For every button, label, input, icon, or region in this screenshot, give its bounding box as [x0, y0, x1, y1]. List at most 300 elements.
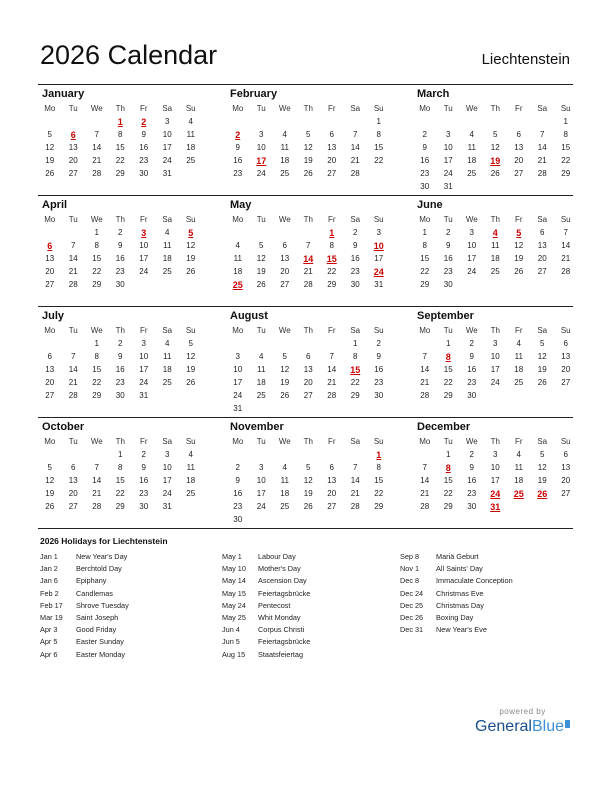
- holiday-name: Good Friday: [76, 625, 117, 635]
- weekday-label: Sa: [537, 104, 548, 113]
- week-row: [413, 389, 578, 402]
- calendar-row: [38, 417, 573, 529]
- day-cell: 23: [115, 267, 125, 276]
- day-cell: 20: [561, 476, 571, 485]
- empty-cell: [273, 402, 297, 415]
- day-cell: 8: [563, 130, 568, 139]
- country-name: Liechtenstein: [481, 51, 570, 68]
- holiday-name: Easter Monday: [76, 649, 126, 659]
- day-cell: 27: [45, 280, 55, 289]
- empty-cell: [273, 513, 297, 526]
- day-cell: 27: [561, 489, 571, 498]
- day-cell: 23: [139, 489, 149, 498]
- day-cell: 14: [350, 143, 360, 152]
- day-cell: 8: [376, 130, 381, 139]
- day-cell: 10: [490, 463, 500, 472]
- holiday-item: [222, 637, 397, 649]
- week-row: [226, 376, 391, 389]
- day-cell: 30: [233, 515, 243, 524]
- day-cell: 22: [92, 267, 102, 276]
- holiday-date: Apr 3: [40, 625, 58, 635]
- weekday-label: Th: [303, 437, 313, 446]
- empty-cell: [367, 513, 391, 526]
- holiday-day: 24: [373, 266, 384, 277]
- empty-cell: [320, 513, 344, 526]
- day-cell: 26: [303, 169, 313, 178]
- day-cell: 17: [139, 254, 149, 263]
- month-table: [226, 435, 391, 526]
- holiday-item: [40, 576, 215, 588]
- weekday-label: We: [278, 326, 291, 335]
- holiday-item: [40, 589, 215, 601]
- weekday-label: Th: [303, 215, 313, 224]
- day-cell: 26: [186, 267, 196, 276]
- day-cell: 31: [162, 502, 172, 511]
- day-cell: 16: [374, 365, 384, 374]
- weekday-label: We: [465, 104, 478, 113]
- empty-cell: [507, 278, 531, 291]
- calendar-row: [38, 195, 573, 306]
- holiday-name: Epiphany: [76, 576, 107, 586]
- day-cell: 19: [303, 489, 313, 498]
- weekday-label: Fr: [327, 437, 336, 446]
- day-cell: 16: [139, 143, 149, 152]
- holiday-column: [400, 552, 575, 637]
- holiday-day: 31: [490, 501, 501, 512]
- weekday-label: Su: [185, 326, 196, 335]
- holiday-day: 26: [537, 488, 548, 499]
- weekday-label: Tu: [443, 437, 453, 446]
- weekday-label: We: [465, 215, 478, 224]
- day-cell: 15: [115, 476, 125, 485]
- weekday-label: We: [90, 326, 103, 335]
- weekday-label: Su: [560, 326, 571, 335]
- day-cell: 29: [92, 280, 102, 289]
- day-cell: 21: [350, 156, 360, 165]
- empty-cell: [320, 402, 344, 415]
- weekday-label: Th: [490, 215, 500, 224]
- week-row: [38, 350, 203, 363]
- day-cell: 30: [467, 391, 477, 400]
- day-cell: 4: [235, 241, 240, 250]
- empty-cell: [38, 115, 62, 128]
- empty-cell: [531, 389, 555, 402]
- week-row: [38, 115, 203, 128]
- day-cell: 29: [420, 280, 430, 289]
- empty-cell: [344, 402, 368, 415]
- weekday-label: Th: [115, 215, 125, 224]
- day-cell: 9: [118, 241, 123, 250]
- day-cell: 27: [280, 280, 290, 289]
- day-cell: 29: [115, 502, 125, 511]
- day-cell: 20: [327, 156, 337, 165]
- weekday-label: Tu: [68, 437, 78, 446]
- day-cell: 2: [118, 228, 123, 237]
- day-cell: 31: [374, 280, 384, 289]
- day-cell: 3: [165, 450, 170, 459]
- holiday-item: [400, 564, 575, 576]
- empty-cell: [437, 115, 461, 128]
- day-cell: 3: [493, 339, 498, 348]
- day-cell: 2: [469, 339, 474, 348]
- day-cell: 11: [280, 143, 289, 152]
- week-row: [413, 265, 578, 278]
- day-cell: 16: [467, 476, 477, 485]
- day-cell: 24: [139, 267, 149, 276]
- weekday-label: Tu: [68, 215, 78, 224]
- day-cell: 11: [491, 241, 500, 250]
- holiday-day: 25: [232, 279, 243, 290]
- holiday-item: [400, 576, 575, 588]
- day-cell: 30: [115, 391, 125, 400]
- day-cell: 8: [118, 130, 123, 139]
- weekday-label: Fr: [327, 215, 336, 224]
- day-cell: 30: [467, 502, 477, 511]
- holiday-date: Jan 6: [40, 576, 58, 586]
- day-cell: 26: [45, 502, 55, 511]
- day-cell: 6: [563, 450, 568, 459]
- day-cell: 14: [420, 476, 430, 485]
- day-cell: 15: [92, 365, 102, 374]
- day-cell: 22: [420, 267, 430, 276]
- weekday-label: Th: [303, 104, 313, 113]
- empty-cell: [250, 226, 274, 239]
- week-row: [413, 226, 578, 239]
- day-cell: 8: [94, 352, 99, 361]
- empty-cell: [297, 448, 321, 461]
- day-cell: 27: [68, 169, 78, 178]
- empty-cell: [554, 389, 578, 402]
- weekday-label: Fr: [327, 326, 336, 335]
- week-row: [226, 500, 391, 513]
- day-cell: 14: [327, 365, 337, 374]
- day-cell: 5: [493, 130, 498, 139]
- day-cell: 21: [68, 267, 78, 276]
- empty-cell: [484, 278, 508, 291]
- day-cell: 26: [537, 378, 547, 387]
- week-row: [38, 128, 203, 141]
- day-cell: 4: [469, 130, 474, 139]
- empty-cell: [554, 500, 578, 513]
- day-cell: 12: [186, 352, 196, 361]
- day-cell: 24: [256, 502, 266, 511]
- day-cell: 13: [561, 463, 571, 472]
- day-cell: 3: [165, 117, 170, 126]
- holiday-item: [222, 552, 397, 564]
- day-cell: 2: [446, 228, 451, 237]
- week-row: [38, 252, 203, 265]
- day-cell: 28: [350, 502, 360, 511]
- day-cell: 27: [537, 267, 547, 276]
- week-row: [226, 154, 391, 167]
- holiday-date: Mar 19: [40, 612, 63, 622]
- weekday-label: Su: [185, 104, 196, 113]
- holiday-list: [40, 536, 580, 659]
- day-cell: 1: [376, 117, 381, 126]
- month-may: [226, 196, 391, 291]
- day-cell: 19: [303, 156, 313, 165]
- day-cell: 28: [92, 169, 102, 178]
- holiday-day: 15: [326, 253, 337, 264]
- week-row: [38, 265, 203, 278]
- empty-cell: [554, 180, 578, 193]
- month-table: [38, 435, 203, 513]
- week-row: [38, 448, 203, 461]
- holiday-item: [40, 637, 215, 649]
- week-row: [413, 239, 578, 252]
- day-cell: 11: [233, 254, 242, 263]
- day-cell: 15: [115, 143, 125, 152]
- empty-cell: [320, 115, 344, 128]
- empty-cell: [250, 513, 274, 526]
- week-row: [413, 115, 578, 128]
- day-cell: 15: [374, 476, 384, 485]
- day-cell: 16: [115, 365, 125, 374]
- weekday-label: Tu: [256, 104, 266, 113]
- month-january: [38, 85, 203, 180]
- day-cell: 17: [490, 365, 500, 374]
- day-cell: 28: [537, 169, 547, 178]
- day-cell: 1: [446, 339, 451, 348]
- day-cell: 27: [561, 378, 571, 387]
- day-cell: 20: [68, 156, 78, 165]
- empty-cell: [179, 389, 203, 402]
- day-cell: 12: [537, 352, 547, 361]
- day-cell: 17: [233, 378, 243, 387]
- week-row: [413, 500, 578, 513]
- empty-cell: [273, 115, 297, 128]
- holiday-name: Saint Joseph: [76, 612, 119, 622]
- empty-cell: [344, 448, 368, 461]
- day-cell: 7: [422, 352, 427, 361]
- day-cell: 8: [422, 241, 427, 250]
- holiday-name: Whit Monday: [258, 612, 301, 622]
- empty-cell: [344, 513, 368, 526]
- day-cell: 1: [118, 450, 123, 459]
- day-cell: 25: [280, 169, 290, 178]
- weekday-label: Mo: [232, 437, 244, 446]
- day-cell: 1: [563, 117, 568, 126]
- holiday-day: 6: [47, 240, 53, 251]
- day-cell: 7: [306, 241, 311, 250]
- empty-cell: [460, 180, 484, 193]
- day-cell: 9: [376, 352, 381, 361]
- week-row: [38, 363, 203, 376]
- day-cell: 22: [561, 156, 571, 165]
- month-june: [413, 196, 578, 291]
- empty-cell: [460, 278, 484, 291]
- weekday-label: Fr: [514, 104, 523, 113]
- day-cell: 24: [162, 489, 172, 498]
- day-cell: 5: [540, 339, 545, 348]
- weekday-label: Sa: [350, 437, 361, 446]
- holiday-item: [40, 650, 215, 662]
- day-cell: 16: [420, 156, 430, 165]
- week-row: [226, 239, 391, 252]
- day-cell: 9: [469, 352, 474, 361]
- day-cell: 14: [561, 241, 571, 250]
- holiday-day: 15: [350, 364, 361, 375]
- holiday-item: [400, 625, 575, 637]
- day-cell: 1: [422, 228, 427, 237]
- day-cell: 20: [280, 267, 290, 276]
- day-cell: 15: [443, 365, 453, 374]
- weekday-label: Sa: [162, 437, 173, 446]
- day-cell: 12: [186, 241, 196, 250]
- day-cell: 6: [516, 130, 521, 139]
- calendar-grid: [38, 84, 573, 529]
- day-cell: 25: [162, 267, 172, 276]
- weekday-label: Mo: [44, 104, 56, 113]
- month-february: [226, 85, 391, 180]
- day-cell: 9: [235, 476, 240, 485]
- weekday-label: Mo: [44, 437, 56, 446]
- day-cell: 18: [186, 143, 196, 152]
- holiday-day: 14: [303, 253, 314, 264]
- day-cell: 7: [563, 228, 568, 237]
- week-row: [226, 115, 391, 128]
- weekday-label: Fr: [514, 326, 523, 335]
- day-cell: 30: [350, 280, 360, 289]
- empty-cell: [531, 180, 555, 193]
- holiday-day: 25: [513, 488, 524, 499]
- week-row: [413, 474, 578, 487]
- day-cell: 14: [92, 143, 102, 152]
- week-row: [38, 376, 203, 389]
- week-row: [413, 487, 578, 500]
- day-cell: 15: [374, 143, 384, 152]
- empty-cell: [62, 115, 86, 128]
- empty-cell: [38, 226, 62, 239]
- day-cell: 6: [71, 463, 76, 472]
- day-cell: 22: [115, 156, 125, 165]
- day-cell: 4: [282, 130, 287, 139]
- week-row: [413, 461, 578, 474]
- day-cell: 20: [327, 489, 337, 498]
- holiday-date: Jun 5: [222, 637, 240, 647]
- day-cell: 11: [257, 365, 266, 374]
- month-table: [413, 435, 578, 513]
- holiday-date: Apr 6: [40, 649, 58, 659]
- weekday-label: Sa: [350, 326, 361, 335]
- week-row: [38, 500, 203, 513]
- holiday-day: 5: [188, 227, 194, 238]
- day-cell: 19: [256, 267, 266, 276]
- week-row: [226, 141, 391, 154]
- day-cell: 1: [446, 450, 451, 459]
- day-cell: 18: [490, 254, 500, 263]
- week-row: [226, 167, 391, 180]
- day-cell: 18: [280, 156, 290, 165]
- holiday-item: [222, 601, 397, 613]
- holiday-name: Shrove Tuesday: [76, 600, 129, 610]
- day-cell: 30: [443, 280, 453, 289]
- day-cell: 25: [256, 391, 266, 400]
- week-row: [226, 128, 391, 141]
- day-cell: 15: [420, 254, 430, 263]
- holiday-name: Mother's Day: [258, 564, 301, 574]
- holiday-name: Corpus Christi: [258, 625, 305, 635]
- holiday-item: [40, 552, 215, 564]
- day-cell: 24: [443, 169, 453, 178]
- day-cell: 28: [420, 391, 430, 400]
- holiday-item: [222, 625, 397, 637]
- empty-cell: [367, 167, 391, 180]
- weekday-label: Fr: [139, 326, 148, 335]
- week-row: [38, 167, 203, 180]
- day-cell: 16: [115, 254, 125, 263]
- day-cell: 5: [306, 130, 311, 139]
- empty-cell: [250, 115, 274, 128]
- month-table: [413, 324, 578, 402]
- empty-cell: [554, 278, 578, 291]
- weekday-label: Sa: [162, 215, 173, 224]
- weekday-label: Tu: [256, 437, 266, 446]
- day-cell: 17: [162, 476, 172, 485]
- day-cell: 8: [376, 463, 381, 472]
- empty-cell: [179, 278, 203, 291]
- holiday-date: Jan 2: [40, 564, 58, 574]
- day-cell: 27: [45, 391, 55, 400]
- day-cell: 5: [47, 130, 52, 139]
- calendar-row: [38, 84, 573, 195]
- holiday-date: Dec 8: [400, 576, 420, 586]
- day-cell: 25: [186, 489, 196, 498]
- month-august: [226, 307, 391, 415]
- empty-cell: [250, 448, 274, 461]
- day-cell: 28: [350, 169, 360, 178]
- day-cell: 25: [490, 267, 500, 276]
- day-cell: 4: [188, 450, 193, 459]
- weekday-label: Sa: [537, 437, 548, 446]
- day-cell: 2: [353, 228, 358, 237]
- week-row: [226, 474, 391, 487]
- week-row: [226, 461, 391, 474]
- month-april: [38, 196, 203, 291]
- empty-cell: [413, 337, 437, 350]
- empty-cell: [297, 513, 321, 526]
- weekday-label: Th: [115, 104, 125, 113]
- day-cell: 13: [45, 365, 55, 374]
- day-cell: 11: [186, 463, 195, 472]
- day-cell: 4: [516, 339, 521, 348]
- day-cell: 8: [329, 241, 334, 250]
- month-october: [38, 418, 203, 513]
- week-row: [226, 252, 391, 265]
- day-cell: 20: [561, 365, 571, 374]
- month-name: December: [417, 421, 471, 433]
- day-cell: 6: [329, 130, 334, 139]
- empty-cell: [320, 337, 344, 350]
- month-name: March: [417, 88, 450, 100]
- day-cell: 17: [467, 254, 477, 263]
- week-row: [413, 363, 578, 376]
- day-cell: 12: [45, 143, 55, 152]
- holiday-date: Jan 1: [40, 552, 58, 561]
- day-cell: 13: [68, 476, 78, 485]
- day-cell: 23: [115, 378, 125, 387]
- brand-name: [475, 718, 570, 736]
- day-cell: 28: [68, 391, 78, 400]
- day-cell: 26: [256, 280, 266, 289]
- empty-cell: [297, 402, 321, 415]
- week-row: [226, 350, 391, 363]
- day-cell: 4: [516, 450, 521, 459]
- weekday-label: Fr: [139, 104, 148, 113]
- brand-name-part2: Blue: [531, 718, 564, 735]
- holiday-date: Jun 4: [222, 625, 240, 635]
- empty-cell: [226, 337, 250, 350]
